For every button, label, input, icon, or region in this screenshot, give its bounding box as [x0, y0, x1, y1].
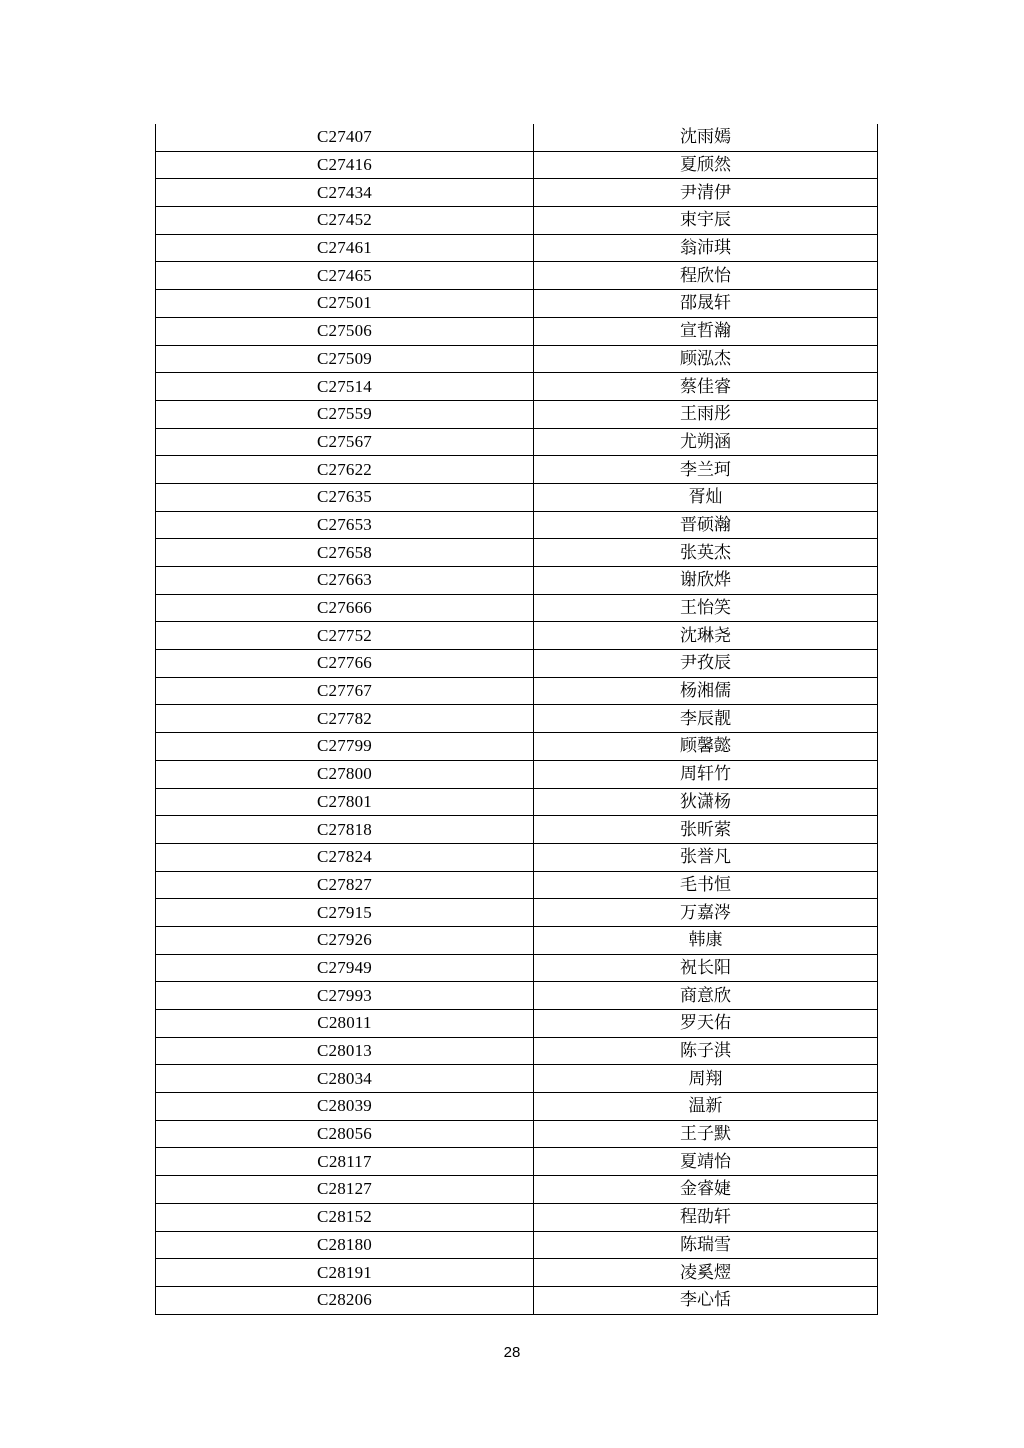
table-row	[156, 483, 878, 511]
table-row	[156, 207, 878, 235]
student-name-cell: 王怡笑	[534, 594, 878, 622]
student-code-cell: C27767	[156, 677, 534, 705]
table-row	[156, 456, 878, 484]
table-row	[156, 179, 878, 207]
student-name-cell: 沈琳尧	[534, 622, 878, 650]
table-row	[156, 594, 878, 622]
student-name-cell: 程劭轩	[534, 1203, 878, 1231]
student-name-cell: 沈雨嫣	[534, 124, 878, 151]
student-name-cell: 王雨彤	[534, 400, 878, 428]
student-name-cell: 罗天佑	[534, 1010, 878, 1038]
table-row	[156, 705, 878, 733]
student-name-cell: 束宇辰	[534, 207, 878, 235]
table-row	[156, 1286, 878, 1314]
student-code-cell: C27800	[156, 760, 534, 788]
student-code-cell: C27658	[156, 539, 534, 567]
student-name-cell: 万嘉涔	[534, 899, 878, 927]
student-name-cell: 翁沛琪	[534, 234, 878, 262]
student-code-cell: C27818	[156, 816, 534, 844]
student-code-cell: C27666	[156, 594, 534, 622]
student-code-cell: C27559	[156, 400, 534, 428]
table-row	[156, 234, 878, 262]
name-list-table	[155, 124, 878, 1315]
student-code-cell: C27506	[156, 317, 534, 345]
student-code-cell: C27926	[156, 926, 534, 954]
student-code-cell: C27824	[156, 843, 534, 871]
table-row	[156, 400, 878, 428]
student-name-cell: 温新	[534, 1093, 878, 1121]
student-name-cell: 李心恬	[534, 1286, 878, 1314]
student-code-cell: C27799	[156, 733, 534, 761]
table-row	[156, 428, 878, 456]
student-name-cell: 尹清伊	[534, 179, 878, 207]
student-code-cell: C27635	[156, 483, 534, 511]
student-code-cell: C27663	[156, 567, 534, 595]
student-name-cell: 顾馨懿	[534, 733, 878, 761]
student-code-cell: C27416	[156, 151, 534, 179]
student-name-cell: 周翔	[534, 1065, 878, 1093]
student-code-cell: C27622	[156, 456, 534, 484]
table-row	[156, 151, 878, 179]
student-name-cell: 祝长阳	[534, 954, 878, 982]
student-code-cell: C28127	[156, 1176, 534, 1204]
table-row	[156, 622, 878, 650]
table-row	[156, 1148, 878, 1176]
student-name-cell: 晋硕瀚	[534, 511, 878, 539]
student-code-cell: C27501	[156, 290, 534, 318]
table-row	[156, 1093, 878, 1121]
table-row	[156, 1176, 878, 1204]
student-name-cell: 韩康	[534, 926, 878, 954]
table-row	[156, 982, 878, 1010]
student-code-cell: C27782	[156, 705, 534, 733]
table-row	[156, 650, 878, 678]
student-code-cell: C27766	[156, 650, 534, 678]
student-name-cell: 张英杰	[534, 539, 878, 567]
student-code-cell: C28039	[156, 1093, 534, 1121]
table-row	[156, 871, 878, 899]
student-name-cell: 张誉凡	[534, 843, 878, 871]
table-row	[156, 1037, 878, 1065]
student-name-cell: 商意欣	[534, 982, 878, 1010]
student-name-cell: 宣哲瀚	[534, 317, 878, 345]
student-code-cell: C27407	[156, 124, 534, 151]
student-name-cell: 毛书恒	[534, 871, 878, 899]
student-code-cell: C28013	[156, 1037, 534, 1065]
student-code-cell: C28206	[156, 1286, 534, 1314]
table-row	[156, 345, 878, 373]
student-code-cell: C27514	[156, 373, 534, 401]
student-code-cell: C27452	[156, 207, 534, 235]
table-row	[156, 317, 878, 345]
student-code-cell: C28034	[156, 1065, 534, 1093]
table-body	[156, 124, 878, 1314]
table-row	[156, 262, 878, 290]
student-code-cell: C27465	[156, 262, 534, 290]
student-name-cell: 胥灿	[534, 483, 878, 511]
table-row	[156, 843, 878, 871]
table-row	[156, 511, 878, 539]
student-code-cell: C28191	[156, 1259, 534, 1287]
student-code-cell: C27434	[156, 179, 534, 207]
table-row	[156, 926, 878, 954]
table-row	[156, 1259, 878, 1287]
table-row	[156, 124, 878, 151]
student-name-cell: 邵晟轩	[534, 290, 878, 318]
table-row	[156, 1120, 878, 1148]
student-name-cell: 王子默	[534, 1120, 878, 1148]
student-name-cell: 夏颀然	[534, 151, 878, 179]
student-name-cell: 杨湘儒	[534, 677, 878, 705]
student-code-cell: C27461	[156, 234, 534, 262]
student-name-cell: 蔡佳睿	[534, 373, 878, 401]
student-code-cell: C27949	[156, 954, 534, 982]
student-name-cell: 陈瑞雪	[534, 1231, 878, 1259]
student-name-cell: 陈子淇	[534, 1037, 878, 1065]
table-row	[156, 373, 878, 401]
table-row	[156, 677, 878, 705]
table-row	[156, 1231, 878, 1259]
table-row	[156, 1203, 878, 1231]
student-name-cell: 狄潇杨	[534, 788, 878, 816]
student-code-cell: C28056	[156, 1120, 534, 1148]
student-name-cell: 李兰珂	[534, 456, 878, 484]
student-code-cell: C27827	[156, 871, 534, 899]
table-row	[156, 1010, 878, 1038]
student-code-cell: C27653	[156, 511, 534, 539]
student-code-cell: C27993	[156, 982, 534, 1010]
table-row	[156, 290, 878, 318]
student-name-cell: 夏靖怡	[534, 1148, 878, 1176]
table-row	[156, 788, 878, 816]
table-row	[156, 733, 878, 761]
student-name-cell: 尹孜辰	[534, 650, 878, 678]
student-name-cell: 程欣怡	[534, 262, 878, 290]
table-row	[156, 816, 878, 844]
page-number: 28	[503, 1344, 521, 1361]
student-code-cell: C27752	[156, 622, 534, 650]
table-row	[156, 899, 878, 927]
student-code-cell: C27915	[156, 899, 534, 927]
student-name-cell: 谢欣烨	[534, 567, 878, 595]
student-code-cell: C27509	[156, 345, 534, 373]
student-name-cell: 金睿婕	[534, 1176, 878, 1204]
table-row	[156, 539, 878, 567]
table-row	[156, 954, 878, 982]
student-name-cell: 张昕萦	[534, 816, 878, 844]
table-row	[156, 1065, 878, 1093]
student-code-cell: C27567	[156, 428, 534, 456]
student-code-cell: C28011	[156, 1010, 534, 1038]
table-row	[156, 760, 878, 788]
student-code-cell: C27801	[156, 788, 534, 816]
student-code-cell: C28180	[156, 1231, 534, 1259]
table-row	[156, 567, 878, 595]
student-code-cell: C28117	[156, 1148, 534, 1176]
student-code-cell: C28152	[156, 1203, 534, 1231]
student-name-cell: 凌奚熤	[534, 1259, 878, 1287]
student-name-cell: 李辰靓	[534, 705, 878, 733]
student-name-cell: 尤朔涵	[534, 428, 878, 456]
student-name-cell: 周轩竹	[534, 760, 878, 788]
student-name-cell: 顾泓杰	[534, 345, 878, 373]
